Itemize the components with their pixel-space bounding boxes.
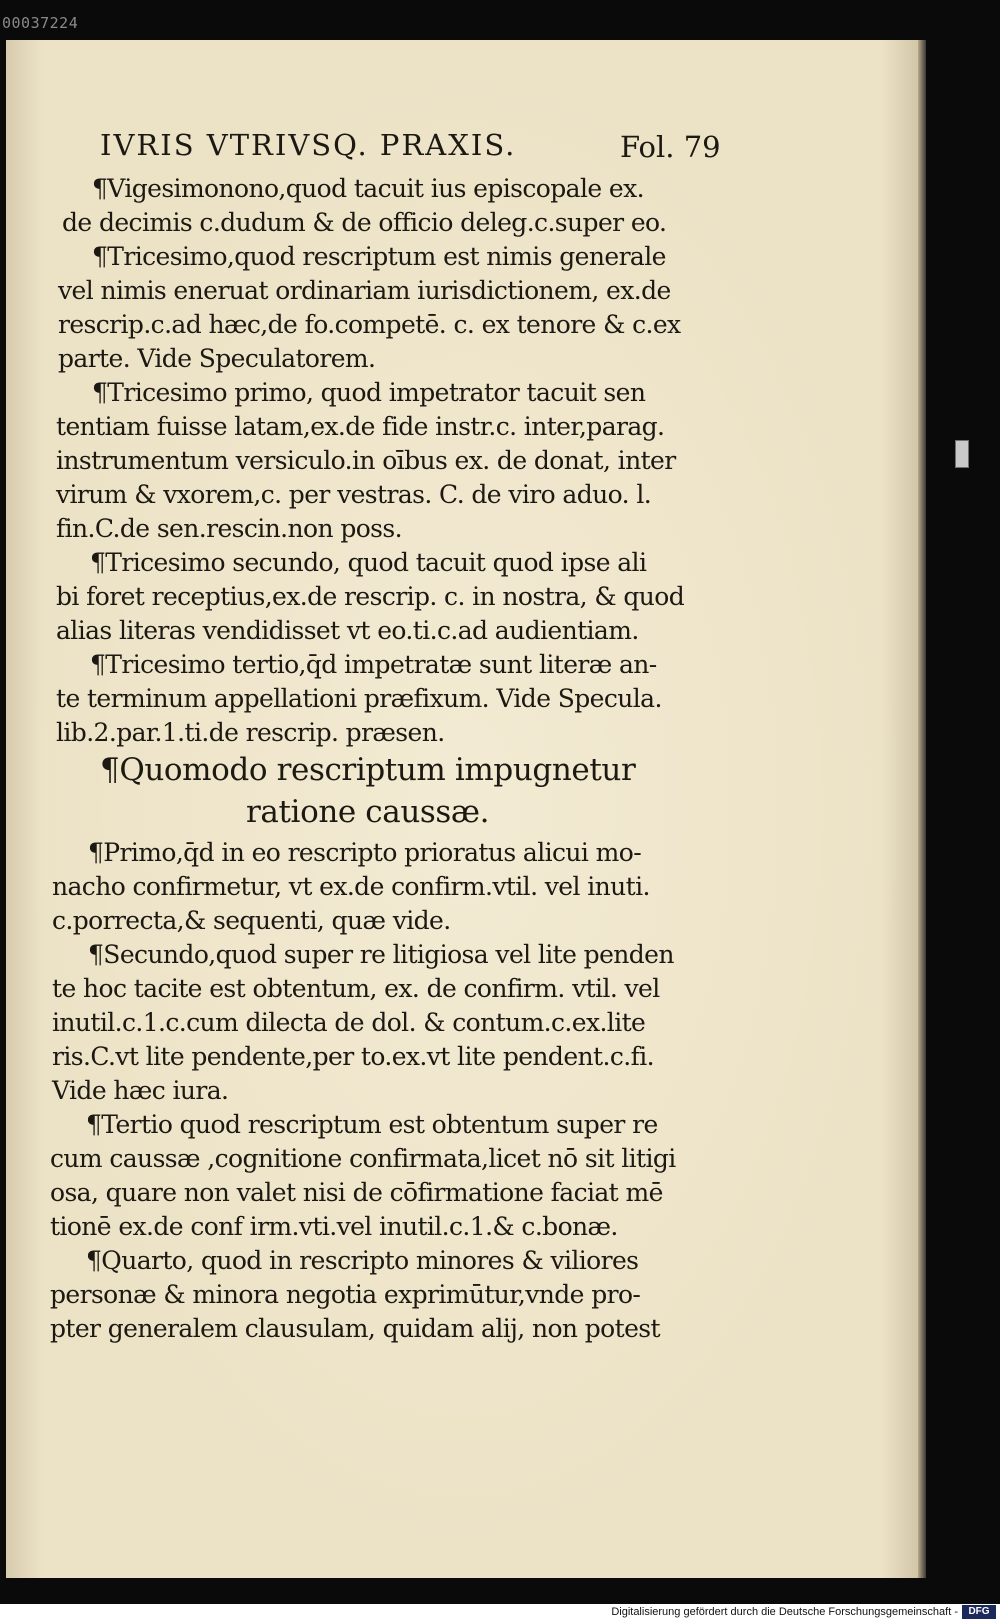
- section-heading-line-1: ¶Quomodo rescriptum impugnetur: [100, 752, 636, 788]
- text-line: te hoc tacite est obtentum, ex. de confirm. vtil. vel: [52, 974, 660, 1003]
- text-line: pter generalem clausulam, quidam alij, non potest: [50, 1314, 660, 1343]
- running-head: [100, 128, 730, 174]
- scan-id-label: 00037224: [2, 14, 79, 32]
- section-heading-line-2: ratione caussæ.: [246, 794, 490, 830]
- side-tab-marker: [955, 440, 969, 468]
- text-line: fin.C.de sen.rescin.non poss.: [56, 514, 402, 543]
- text-line: ¶Tricesimo secundo, quod tacuit quod ipse ali: [90, 548, 647, 577]
- text-line: ¶Tricesimo primo, quod impetrator tacuit sen: [92, 378, 646, 407]
- text-line: ¶Vigesimonono,quod tacuit ius episcopale ex.: [92, 174, 644, 203]
- text-line: parte. Vide Speculatorem.: [58, 344, 376, 373]
- page-edge: [918, 40, 926, 1578]
- dfg-logo: DFG: [962, 1605, 996, 1619]
- footer-credit: Digitalisierung gefördert durch die Deutsche Forschungsgemeinschaft -: [611, 1606, 958, 1618]
- running-head-title: IVRIS VTRIVSQ. PRAXIS.: [100, 128, 517, 162]
- text-line: tionē ex.de conf irm.vti.vel inutil.c.1.& c.bonæ.: [50, 1212, 618, 1241]
- text-line: cum caussæ ,cognitione confirmata,licet nō sit litigi: [50, 1144, 676, 1173]
- text-line: tentiam fuisse latam,ex.de fide instr.c. inter,parag.: [56, 412, 665, 441]
- text-line: instrumentum versiculo.in oībus ex. de donat, inter: [56, 446, 676, 475]
- text-line: osa, quare non valet nisi de cōfirmatione faciat mē: [50, 1178, 663, 1207]
- text-line: ¶Tricesimo,quod rescriptum est nimis generale: [92, 242, 666, 271]
- text-line: ¶Tertio quod rescriptum est obtentum super re: [86, 1110, 658, 1139]
- text-line: ris.C.vt lite pendente,per to.ex.vt lite pendent.c.fi.: [52, 1042, 654, 1071]
- text-line: ¶Quarto, quod in rescripto minores & viliores: [86, 1246, 639, 1275]
- text-line: ¶Secundo,quod super re litigiosa vel lite penden: [88, 940, 674, 969]
- text-line: nacho confirmetur, vt ex.de confirm.vtil. vel inuti.: [52, 872, 650, 901]
- text-line: te terminum appellationi præfixum. Vide Specula.: [56, 684, 662, 713]
- text-line: bi foret receptius,ex.de rescrip. c. in nostra, & quod: [56, 582, 685, 611]
- text-line: ¶Tricesimo tertio,q̄d impetratæ sunt literæ an-: [90, 650, 657, 679]
- text-line: inutil.c.1.c.cum dilecta de dol. & contum.c.ex.lite: [52, 1008, 646, 1037]
- text-line: c.porrecta,& sequenti, quæ vide.: [52, 906, 451, 935]
- text-line: virum & vxorem,c. per vestras. C. de viro aduo. l.: [56, 480, 652, 509]
- text-line: de decimis c.dudum & de officio deleg.c.super eo.: [62, 208, 667, 237]
- text-line: Vide hæc iura.: [52, 1076, 229, 1105]
- text-line: alias literas vendidisset vt eo.ti.c.ad audientiam.: [56, 616, 639, 645]
- text-line: ¶Primo,q̄d in eo rescripto prioratus alicui mo-: [88, 838, 642, 867]
- text-line: rescrip.c.ad hæc,de fo.competē. c. ex tenore & c.ex: [58, 310, 681, 339]
- text-line: vel nimis eneruat ordinariam iurisdictionem, ex.de: [58, 276, 671, 305]
- folio-number: Fol. 79: [620, 130, 721, 164]
- text-line: lib.2.par.1.ti.de rescrip. præsen.: [56, 718, 445, 747]
- text-line: personæ & minora negotia exprimūtur,vnde pro-: [50, 1280, 641, 1309]
